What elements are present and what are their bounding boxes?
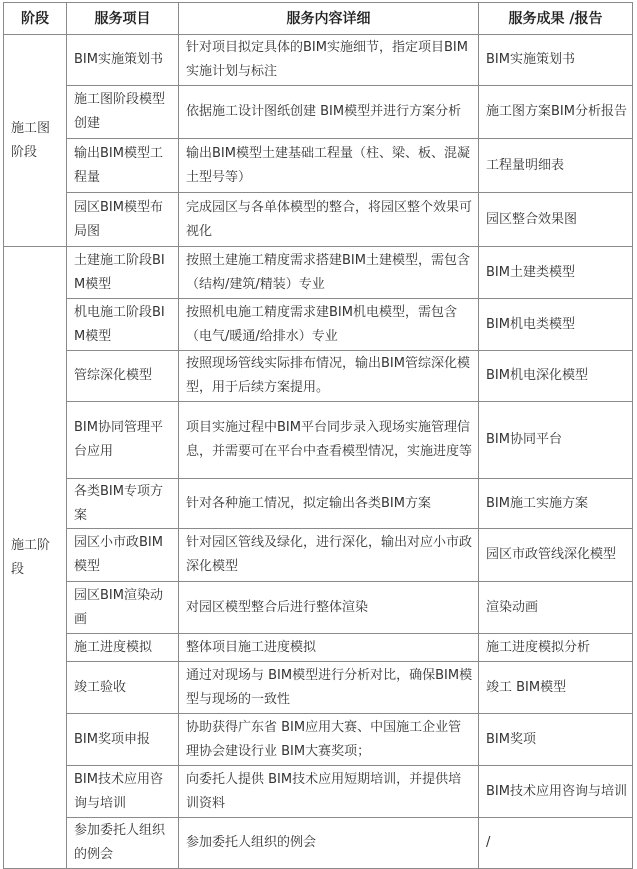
table-row bbox=[4, 86, 633, 139]
header-row bbox=[4, 3, 633, 35]
service-item-cell: 施工进度模拟 bbox=[67, 634, 179, 662]
service-detail-cell: 针对各种施工情况，拟定输出各类BIM方案 bbox=[179, 479, 479, 529]
phase-cell: 施工阶段 bbox=[4, 247, 67, 869]
service-detail-cell: 针对园区管线及绿化，进行深化，输出对应小市政深化模型 bbox=[179, 529, 479, 582]
service-detail-cell: 协助获得广东省 BIM应用大赛、中国施工企业管理协会建设行业 BIM大赛奖项； bbox=[179, 714, 479, 766]
header-phase: 阶段 bbox=[4, 3, 67, 35]
service-item-cell: 施工图阶段模型创建 bbox=[67, 86, 179, 139]
table-row bbox=[4, 479, 633, 529]
table-row bbox=[4, 634, 633, 662]
table-row bbox=[4, 714, 633, 766]
result-cell: BIM奖项 bbox=[479, 714, 633, 766]
result-cell: BIM机电类模型 bbox=[479, 299, 633, 351]
service-detail-cell: 完成园区与各单体模型的整合，将园区整个效果可视化 bbox=[179, 193, 479, 247]
table-row bbox=[4, 582, 633, 634]
service-detail-cell: 项目实施过程中BIM平台同步录入现场实施管理信息，并需要可在平台中查看模型情况，实施进度等 bbox=[179, 402, 479, 479]
service-detail-cell: 按照现场管线实际排布情况，输出BIM管综深化模型，用于后续方案提用。 bbox=[179, 351, 479, 402]
service-detail-cell: 按照机电施工精度需求建BIM机电模型，需包含（电气/暖通/给排水）专业 bbox=[179, 299, 479, 351]
service-item-cell: 各类BIM专项方案 bbox=[67, 479, 179, 529]
service-detail-cell: 整体项目施工进度模拟 bbox=[179, 634, 479, 662]
result-cell: 渲染动画 bbox=[479, 582, 633, 634]
table-row bbox=[4, 766, 633, 818]
service-item-cell: 机电施工阶段BIM模型 bbox=[67, 299, 179, 351]
result-cell: / bbox=[479, 818, 633, 869]
phase-cell: 施工图阶段 bbox=[4, 35, 67, 247]
service-item-cell: 土建施工阶段BIM模型 bbox=[67, 247, 179, 299]
result-cell: 园区整合效果图 bbox=[479, 193, 633, 247]
service-detail-cell: 参加委托人组织的例会 bbox=[179, 818, 479, 869]
service-item-cell: 园区小市政BIM模型 bbox=[67, 529, 179, 582]
result-cell: 施工进度模拟分析 bbox=[479, 634, 633, 662]
service-item-cell: 园区BIM渲染动画 bbox=[67, 582, 179, 634]
header-result-report: 服务成果 /报告 bbox=[479, 3, 633, 35]
service-item-cell: 园区BIM模型布局图 bbox=[67, 193, 179, 247]
header-service-item: 服务项目 bbox=[67, 3, 179, 35]
result-cell: BIM施工实施方案 bbox=[479, 479, 633, 529]
result-cell: BIM技术应用咨询与培训 bbox=[479, 766, 633, 818]
service-item-cell: 竣工验收 bbox=[67, 662, 179, 714]
table-row bbox=[4, 299, 633, 351]
result-cell: BIM协同平台 bbox=[479, 402, 633, 479]
service-item-cell: 参加委托人组织的例会 bbox=[67, 818, 179, 869]
result-cell: 施工图方案BIM分析报告 bbox=[479, 86, 633, 139]
table-row bbox=[4, 402, 633, 479]
service-detail-cell: 通过对现场与 BIM模型进行分析对比，确保BIM模型与现场的一致性 bbox=[179, 662, 479, 714]
service-detail-cell: 输出BIM模型土建基础工程量（柱、梁、板、混凝土型号等） bbox=[179, 139, 479, 193]
header-service-detail: 服务内容详细 bbox=[179, 3, 479, 35]
service-item-cell: BIM奖项申报 bbox=[67, 714, 179, 766]
service-detail-cell: 向委托人提供 BIM技术应用短期培训，并提供培训资料 bbox=[179, 766, 479, 818]
service-detail-cell: 针对项目拟定具体的BIM实施细节，指定项目BIM实施计划与标注 bbox=[179, 35, 479, 86]
service-item-cell: 输出BIM模型工程量 bbox=[67, 139, 179, 193]
service-detail-cell: 依据施工设计图纸创建 BIM模型并进行方案分析 bbox=[179, 86, 479, 139]
service-item-cell: BIM技术应用咨询与培训 bbox=[67, 766, 179, 818]
service-detail-cell: 按照土建施工精度需求搭建BIM土建模型，需包含（结构/建筑/精装）专业 bbox=[179, 247, 479, 299]
result-cell: 竣工 BIM模型 bbox=[479, 662, 633, 714]
table-row bbox=[4, 193, 633, 247]
result-cell: BIM实施策划书 bbox=[479, 35, 633, 86]
table-row bbox=[4, 529, 633, 582]
result-cell: BIM土建类模型 bbox=[479, 247, 633, 299]
service-item-cell: BIM实施策划书 bbox=[67, 35, 179, 86]
table-row bbox=[4, 247, 633, 299]
service-item-cell: 管综深化模型 bbox=[67, 351, 179, 402]
table-row bbox=[4, 662, 633, 714]
result-cell: BIM机电深化模型 bbox=[479, 351, 633, 402]
service-item-cell: BIM协同管理平台应用 bbox=[67, 402, 179, 479]
table-row bbox=[4, 351, 633, 402]
service-detail-cell: 对园区模型整合后进行整体渲染 bbox=[179, 582, 479, 634]
service-table bbox=[3, 2, 633, 869]
result-cell: 园区市政管线深化模型 bbox=[479, 529, 633, 582]
table-row bbox=[4, 139, 633, 193]
table-row bbox=[4, 35, 633, 86]
result-cell: 工程量明细表 bbox=[479, 139, 633, 193]
